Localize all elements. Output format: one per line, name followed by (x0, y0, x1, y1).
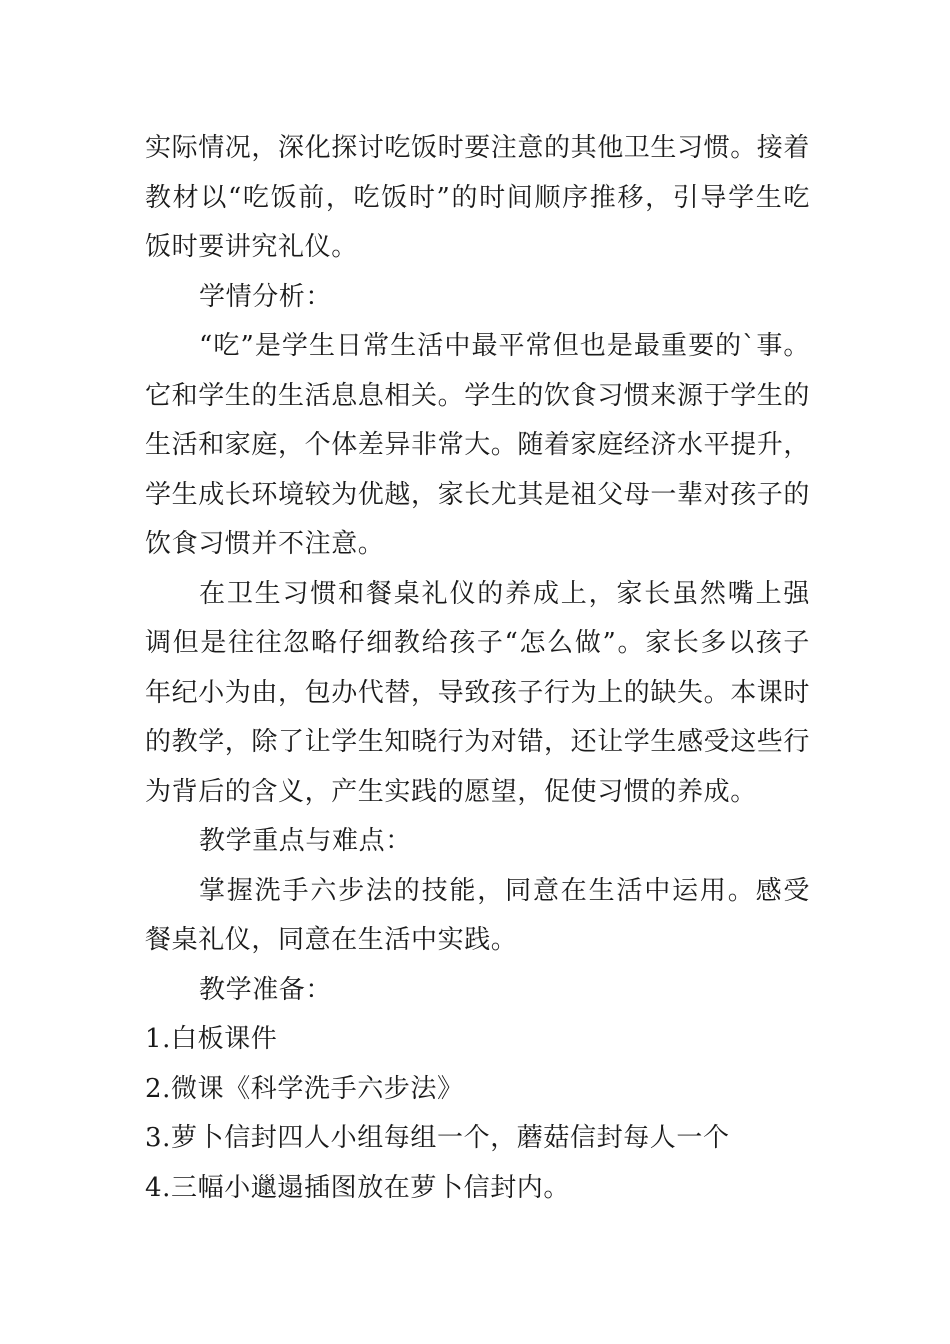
paragraph-continuation: 实际情况，深化探讨吃饭时要注意的其他卫生习惯。接着教材以“吃饭前，吃饭时”的时间顺序推移，引导学生吃饭时要讲究礼仪。 (145, 133, 811, 262)
document-body (145, 124, 810, 1213)
prep-item: 3.萝卜信封四人小组每组一个，蘑菇信封每人一个 (145, 1123, 730, 1153)
paragraph-key-points: 掌握洗手六步法的技能，同意在生活中运用。感受餐桌礼仪，同意在生活中实践。 (145, 875, 810, 955)
paragraph-habits: 在卫生习惯和餐桌礼仪的养成上，家长虽然嘴上强调但是往往忽略仔细教给孩子“怎么做”。家长多以孩子年纪小为由，包办代替，导致孩子行为上的缺失。本课时的教学，除了让学生知晓行为对错，还让学生感受这些行为背后的含义，产生实践的愿望，促使习惯的养成。 (145, 578, 811, 807)
section-heading-key-points: 教学重点与难点： (199, 826, 412, 856)
section-heading-preparation: 教学准备： (199, 974, 333, 1005)
paragraph-learning-analysis: “吃”是学生日常生活中最平常但也是最重要的`事。它和学生的生活息息相关。学生的饮食习惯来源于学生的生活和家庭，个体差异非常大。随着家庭经济水平提升，学生成长环境较为优越，家长尤其是祖父母一辈对孩子的饮食习惯并不注意。 (145, 331, 811, 559)
prep-item: 4.三幅小邋遢插图放在萝卜信封内。 (145, 1172, 571, 1203)
prep-item: 2.微课《科学洗手六步法》 (145, 1073, 464, 1104)
section-heading-learning-analysis: 学情分析： (199, 281, 333, 312)
prep-item: 1.白板课件 (145, 1024, 278, 1054)
